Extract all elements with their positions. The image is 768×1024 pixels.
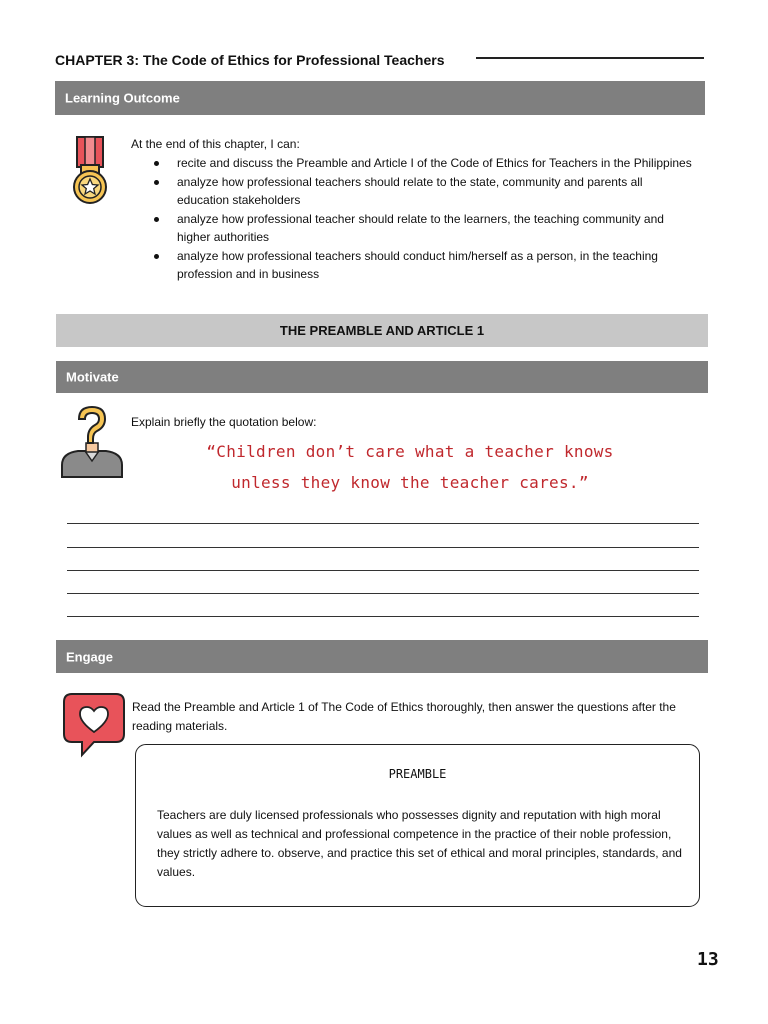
preamble-text: Teachers are duly licensed professionals who possesses dignity and reputation with high moral values as well as technical and professional competence in the practice of their noble profession, they strictly adhere to. observe, and practice this set of ethical and moral principles, standards, and values. bbox=[157, 808, 682, 879]
page-number: 13 bbox=[697, 949, 719, 970]
answer-line bbox=[67, 616, 699, 617]
list-item: analyze how professional teacher should relate to the learners, the teaching community and higher authorities bbox=[177, 210, 697, 247]
list-item: recite and discuss the Preamble and Article I of the Code of Ethics for Teachers in the Philippines bbox=[177, 154, 697, 173]
motivate-heading: Motivate bbox=[66, 369, 119, 385]
engage-instruction: Read the Preamble and Article 1 of The Code of Ethics thoroughly, then answer the questions after the reading materials. bbox=[132, 700, 676, 733]
answer-line bbox=[67, 523, 699, 524]
title-rule bbox=[476, 57, 704, 59]
chapter-title: CHAPTER 3: The Code of Ethics for Professional Teachers bbox=[55, 52, 445, 68]
learning-outcome-heading: Learning Outcome bbox=[65, 90, 180, 106]
motivate-header bbox=[56, 361, 708, 393]
learning-outcome-list bbox=[177, 154, 697, 284]
answer-line bbox=[67, 593, 699, 594]
preamble-heading: PREAMBLE bbox=[388, 767, 447, 781]
question-person-icon bbox=[58, 403, 126, 479]
list-item: analyze how professional teachers should conduct him/herself as a person, in the teaching profession and in business bbox=[177, 247, 697, 284]
medal-icon bbox=[67, 135, 113, 207]
quotation bbox=[170, 436, 650, 498]
section-banner: THE PREAMBLE AND ARTICLE 1 bbox=[56, 314, 708, 347]
motivate-instruction: Explain briefly the quotation below: bbox=[131, 415, 317, 429]
engage-heading: Engage bbox=[66, 649, 113, 664]
quote-line-1: “Children don’t care what a teacher knows bbox=[206, 442, 614, 461]
engage-header bbox=[56, 640, 708, 673]
answer-line bbox=[67, 570, 699, 571]
heart-speech-bubble-icon bbox=[62, 692, 126, 758]
answer-line bbox=[67, 547, 699, 548]
quote-line-2: unless they know the teacher cares.” bbox=[231, 473, 589, 492]
list-item: analyze how professional teachers should relate to the state, community and parents all education stakeholders bbox=[177, 173, 697, 210]
learning-outcome-header bbox=[55, 81, 705, 115]
learning-outcome-intro: At the end of this chapter, I can: bbox=[131, 137, 300, 151]
